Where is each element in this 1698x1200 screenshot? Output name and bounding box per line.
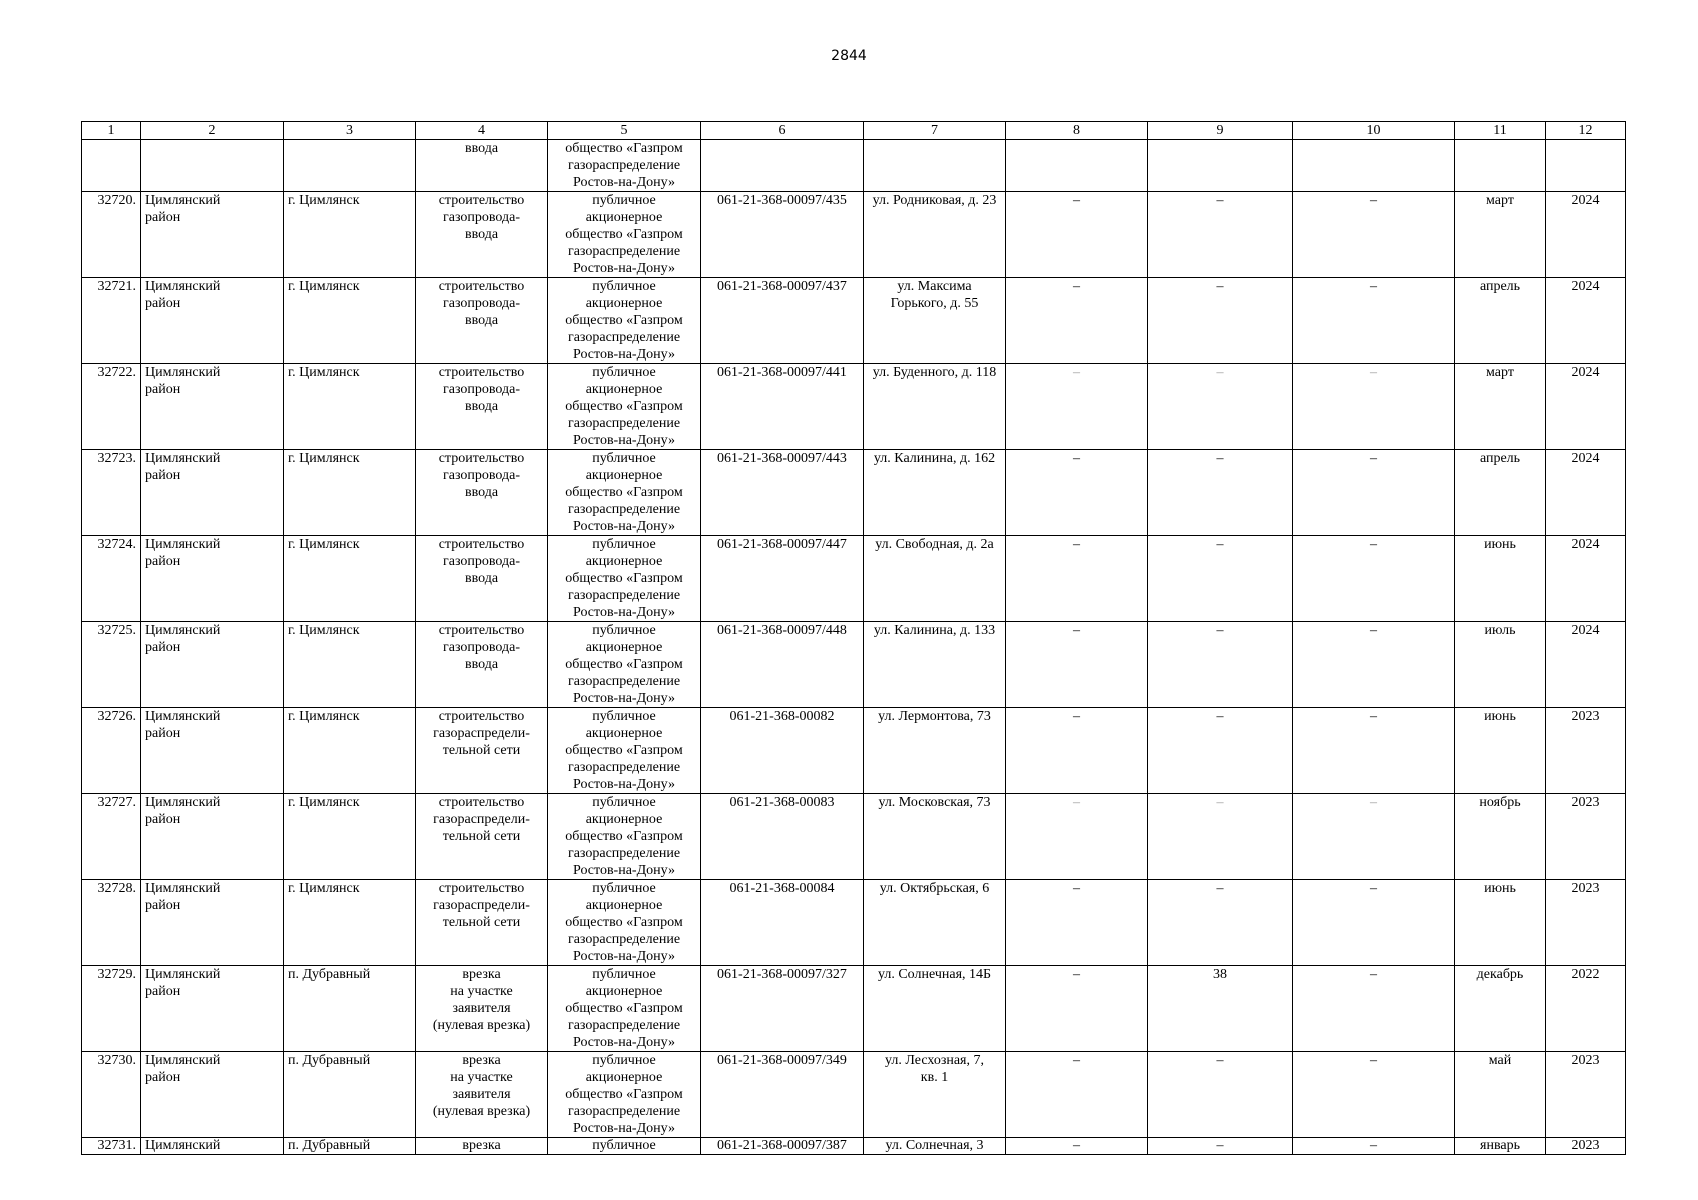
cell-code: 061-21-368-00097/437: [701, 278, 864, 364]
cell-col10: –: [1293, 880, 1455, 966]
table-row-continued: [82, 140, 1626, 192]
cell-address: ул. Калинина, д. 133: [864, 622, 1006, 708]
cell-col9: [1148, 140, 1293, 192]
cell-month: ноябрь: [1455, 794, 1546, 880]
cell-organization: публичное акционерное общество «Газпром газораспределение Ростов-на-Дону»: [548, 192, 701, 278]
cell-code: 061-21-368-00082: [701, 708, 864, 794]
cell-work: строительство газопровода- ввода: [416, 192, 548, 278]
cell-month: январь: [1455, 1138, 1546, 1155]
cell-month: апрель: [1455, 450, 1546, 536]
cell-col9: –: [1148, 708, 1293, 794]
cell-locality: г. Цимлянск: [284, 536, 416, 622]
cell-code: 061-21-368-00084: [701, 880, 864, 966]
cell-organization: публичное акционерное общество «Газпром газораспределение Ростов-на-Дону»: [548, 450, 701, 536]
cell-address: ул. Максима Горького, д. 55: [864, 278, 1006, 364]
cell-code: 061-21-368-00097/448: [701, 622, 864, 708]
cell-year: 2024: [1546, 450, 1626, 536]
cell-month: апрель: [1455, 278, 1546, 364]
column-number: 11: [1455, 122, 1546, 140]
cell-district: Цимлянский район: [141, 880, 284, 966]
cell-code: 061-21-368-00097/327: [701, 966, 864, 1052]
cell-year: 2024: [1546, 536, 1626, 622]
cell-col10: –: [1293, 536, 1455, 622]
cell-col8: –: [1006, 536, 1148, 622]
cell-code: 061-21-368-00097/387: [701, 1138, 864, 1155]
cell-organization: публичное акционерное общество «Газпром газораспределение Ростов-на-Дону»: [548, 622, 701, 708]
column-number: 6: [701, 122, 864, 140]
cell-month: июнь: [1455, 880, 1546, 966]
cell-organization: публичное акционерное общество «Газпром газораспределение Ростов-на-Дону»: [548, 794, 701, 880]
cell-code: 061-21-368-00097/441: [701, 364, 864, 450]
cell-locality: п. Дубравный: [284, 1052, 416, 1138]
cell-organization: публичное акционерное общество «Газпром газораспределение Ростов-на-Дону»: [548, 880, 701, 966]
cell-address: [864, 140, 1006, 192]
column-number: 9: [1148, 122, 1293, 140]
cell-col10: –: [1293, 450, 1455, 536]
cell-col10: –: [1293, 1138, 1455, 1155]
cell-address: ул. Буденного, д. 118: [864, 364, 1006, 450]
table-row: [82, 708, 1626, 794]
cell-number: 32724.: [82, 536, 141, 622]
cell-year: 2023: [1546, 1138, 1626, 1155]
cell-col8: –: [1006, 278, 1148, 364]
cell-locality: г. Цимлянск: [284, 450, 416, 536]
cell-locality: г. Цимлянск: [284, 708, 416, 794]
cell-year: [1546, 140, 1626, 192]
cell-district: [141, 140, 284, 192]
cell-col10: –: [1293, 278, 1455, 364]
cell-col9: –: [1148, 450, 1293, 536]
cell-number: 32720.: [82, 192, 141, 278]
cell-month: [1455, 140, 1546, 192]
table-row: [82, 1052, 1626, 1138]
column-number: 4: [416, 122, 548, 140]
cell-number: 32722.: [82, 364, 141, 450]
cell-address: ул. Лесхозная, 7, кв. 1: [864, 1052, 1006, 1138]
cell-col10: [1293, 140, 1455, 192]
cell-locality: г. Цимлянск: [284, 794, 416, 880]
cell-work: строительство газопровода- ввода: [416, 364, 548, 450]
cell-month: май: [1455, 1052, 1546, 1138]
cell-locality: [284, 140, 416, 192]
cell-year: 2023: [1546, 794, 1626, 880]
cell-month: июнь: [1455, 536, 1546, 622]
cell-col10: –: [1293, 708, 1455, 794]
cell-number: 32725.: [82, 622, 141, 708]
cell-locality: г. Цимлянск: [284, 622, 416, 708]
cell-district: Цимлянский район: [141, 364, 284, 450]
table-row: [82, 622, 1626, 708]
table-row: [82, 364, 1626, 450]
cell-locality: п. Дубравный: [284, 1138, 416, 1155]
cell-year: 2024: [1546, 192, 1626, 278]
cell-number: [82, 140, 141, 192]
cell-organization: публичное акционерное общество «Газпром газораспределение Ростов-на-Дону»: [548, 278, 701, 364]
cell-col8: –: [1006, 708, 1148, 794]
cell-district: Цимлянский район: [141, 1052, 284, 1138]
registry-table: [81, 121, 1626, 1155]
cell-locality: г. Цимлянск: [284, 278, 416, 364]
cell-col10: –: [1293, 364, 1455, 450]
table-row: [82, 966, 1626, 1052]
cell-col10: –: [1293, 794, 1455, 880]
cell-col8: –: [1006, 966, 1148, 1052]
page-number: 2844: [831, 48, 867, 64]
cell-organization: публичное: [548, 1138, 701, 1155]
cell-year: 2022: [1546, 966, 1626, 1052]
column-number: 7: [864, 122, 1006, 140]
column-number: 5: [548, 122, 701, 140]
cell-work: строительство газопровода- ввода: [416, 450, 548, 536]
cell-work: строительство газопровода- ввода: [416, 278, 548, 364]
cell-number: 32721.: [82, 278, 141, 364]
cell-address: ул. Солнечная, 3: [864, 1138, 1006, 1155]
table-row: [82, 278, 1626, 364]
column-number: 2: [141, 122, 284, 140]
cell-month: март: [1455, 364, 1546, 450]
cell-year: 2024: [1546, 364, 1626, 450]
cell-district: Цимлянский район: [141, 622, 284, 708]
cell-code: 061-21-368-00083: [701, 794, 864, 880]
cell-col8: –: [1006, 880, 1148, 966]
table-row: [82, 880, 1626, 966]
column-number: 8: [1006, 122, 1148, 140]
cell-col9: –: [1148, 364, 1293, 450]
cell-work: строительство газораспредели- тельной сети: [416, 708, 548, 794]
cell-district: Цимлянский район: [141, 708, 284, 794]
cell-code: 061-21-368-00097/447: [701, 536, 864, 622]
cell-address: ул. Калинина, д. 162: [864, 450, 1006, 536]
cell-col10: –: [1293, 1052, 1455, 1138]
cell-col9: –: [1148, 536, 1293, 622]
cell-number: 32729.: [82, 966, 141, 1052]
cell-organization: публичное акционерное общество «Газпром газораспределение Ростов-на-Дону»: [548, 364, 701, 450]
cell-number: 32723.: [82, 450, 141, 536]
cell-organization: публичное акционерное общество «Газпром газораспределение Ростов-на-Дону»: [548, 1052, 701, 1138]
cell-work: ввода: [416, 140, 548, 192]
cell-month: июнь: [1455, 708, 1546, 794]
cell-year: 2023: [1546, 880, 1626, 966]
column-number: 3: [284, 122, 416, 140]
cell-organization: общество «Газпром газораспределение Ростов-на-Дону»: [548, 140, 701, 192]
cell-district: Цимлянский район: [141, 966, 284, 1052]
cell-col10: –: [1293, 966, 1455, 1052]
cell-district: Цимлянский: [141, 1138, 284, 1155]
cell-number: 32728.: [82, 880, 141, 966]
cell-district: Цимлянский район: [141, 278, 284, 364]
cell-address: ул. Солнечная, 14Б: [864, 966, 1006, 1052]
table-row: [82, 1138, 1626, 1155]
header-row: [82, 122, 1626, 140]
cell-work: строительство газораспредели- тельной сети: [416, 794, 548, 880]
cell-locality: г. Цимлянск: [284, 364, 416, 450]
cell-district: Цимлянский район: [141, 450, 284, 536]
column-number: 10: [1293, 122, 1455, 140]
cell-address: ул. Свободная, д. 2а: [864, 536, 1006, 622]
cell-work: строительство газораспредели- тельной сети: [416, 880, 548, 966]
cell-work: врезка: [416, 1138, 548, 1155]
table-row: [82, 192, 1626, 278]
cell-month: март: [1455, 192, 1546, 278]
cell-work: врезка на участке заявителя (нулевая врезка): [416, 1052, 548, 1138]
cell-col9: –: [1148, 794, 1293, 880]
cell-month: декабрь: [1455, 966, 1546, 1052]
cell-col9: –: [1148, 1138, 1293, 1155]
cell-work: строительство газопровода- ввода: [416, 622, 548, 708]
cell-number: 32726.: [82, 708, 141, 794]
cell-locality: п. Дубравный: [284, 966, 416, 1052]
table-row: [82, 450, 1626, 536]
cell-district: Цимлянский район: [141, 536, 284, 622]
column-number: 12: [1546, 122, 1626, 140]
cell-number: 32731.: [82, 1138, 141, 1155]
cell-code: 061-21-368-00097/435: [701, 192, 864, 278]
cell-col8: –: [1006, 364, 1148, 450]
cell-col9: –: [1148, 1052, 1293, 1138]
column-number: 1: [82, 122, 141, 140]
cell-year: 2024: [1546, 278, 1626, 364]
cell-code: 061-21-368-00097/349: [701, 1052, 864, 1138]
cell-number: 32727.: [82, 794, 141, 880]
cell-col8: –: [1006, 622, 1148, 708]
cell-organization: публичное акционерное общество «Газпром газораспределение Ростов-на-Дону»: [548, 966, 701, 1052]
cell-year: 2023: [1546, 1052, 1626, 1138]
cell-locality: г. Цимлянск: [284, 192, 416, 278]
cell-address: ул. Московская, 73: [864, 794, 1006, 880]
cell-number: 32730.: [82, 1052, 141, 1138]
cell-year: 2023: [1546, 708, 1626, 794]
cell-address: ул. Октябрьская, 6: [864, 880, 1006, 966]
cell-code: 061-21-368-00097/443: [701, 450, 864, 536]
cell-col8: –: [1006, 794, 1148, 880]
cell-col10: –: [1293, 622, 1455, 708]
cell-month: июль: [1455, 622, 1546, 708]
cell-organization: публичное акционерное общество «Газпром газораспределение Ростов-на-Дону»: [548, 536, 701, 622]
cell-col10: –: [1293, 192, 1455, 278]
table-row: [82, 536, 1626, 622]
cell-col8: –: [1006, 450, 1148, 536]
cell-locality: г. Цимлянск: [284, 880, 416, 966]
cell-col9: –: [1148, 192, 1293, 278]
cell-organization: публичное акционерное общество «Газпром газораспределение Ростов-на-Дону»: [548, 708, 701, 794]
cell-col8: –: [1006, 1052, 1148, 1138]
cell-col8: –: [1006, 1138, 1148, 1155]
cell-district: Цимлянский район: [141, 192, 284, 278]
cell-address: ул. Лермонтова, 73: [864, 708, 1006, 794]
cell-col9: –: [1148, 278, 1293, 364]
cell-col9: 38: [1148, 966, 1293, 1052]
cell-work: строительство газопровода- ввода: [416, 536, 548, 622]
cell-col8: –: [1006, 192, 1148, 278]
cell-year: 2024: [1546, 622, 1626, 708]
cell-code: [701, 140, 864, 192]
cell-col9: –: [1148, 622, 1293, 708]
cell-district: Цимлянский район: [141, 794, 284, 880]
cell-col8: [1006, 140, 1148, 192]
table-row: [82, 794, 1626, 880]
cell-address: ул. Родниковая, д. 23: [864, 192, 1006, 278]
cell-work: врезка на участке заявителя (нулевая врезка): [416, 966, 548, 1052]
cell-col9: –: [1148, 880, 1293, 966]
